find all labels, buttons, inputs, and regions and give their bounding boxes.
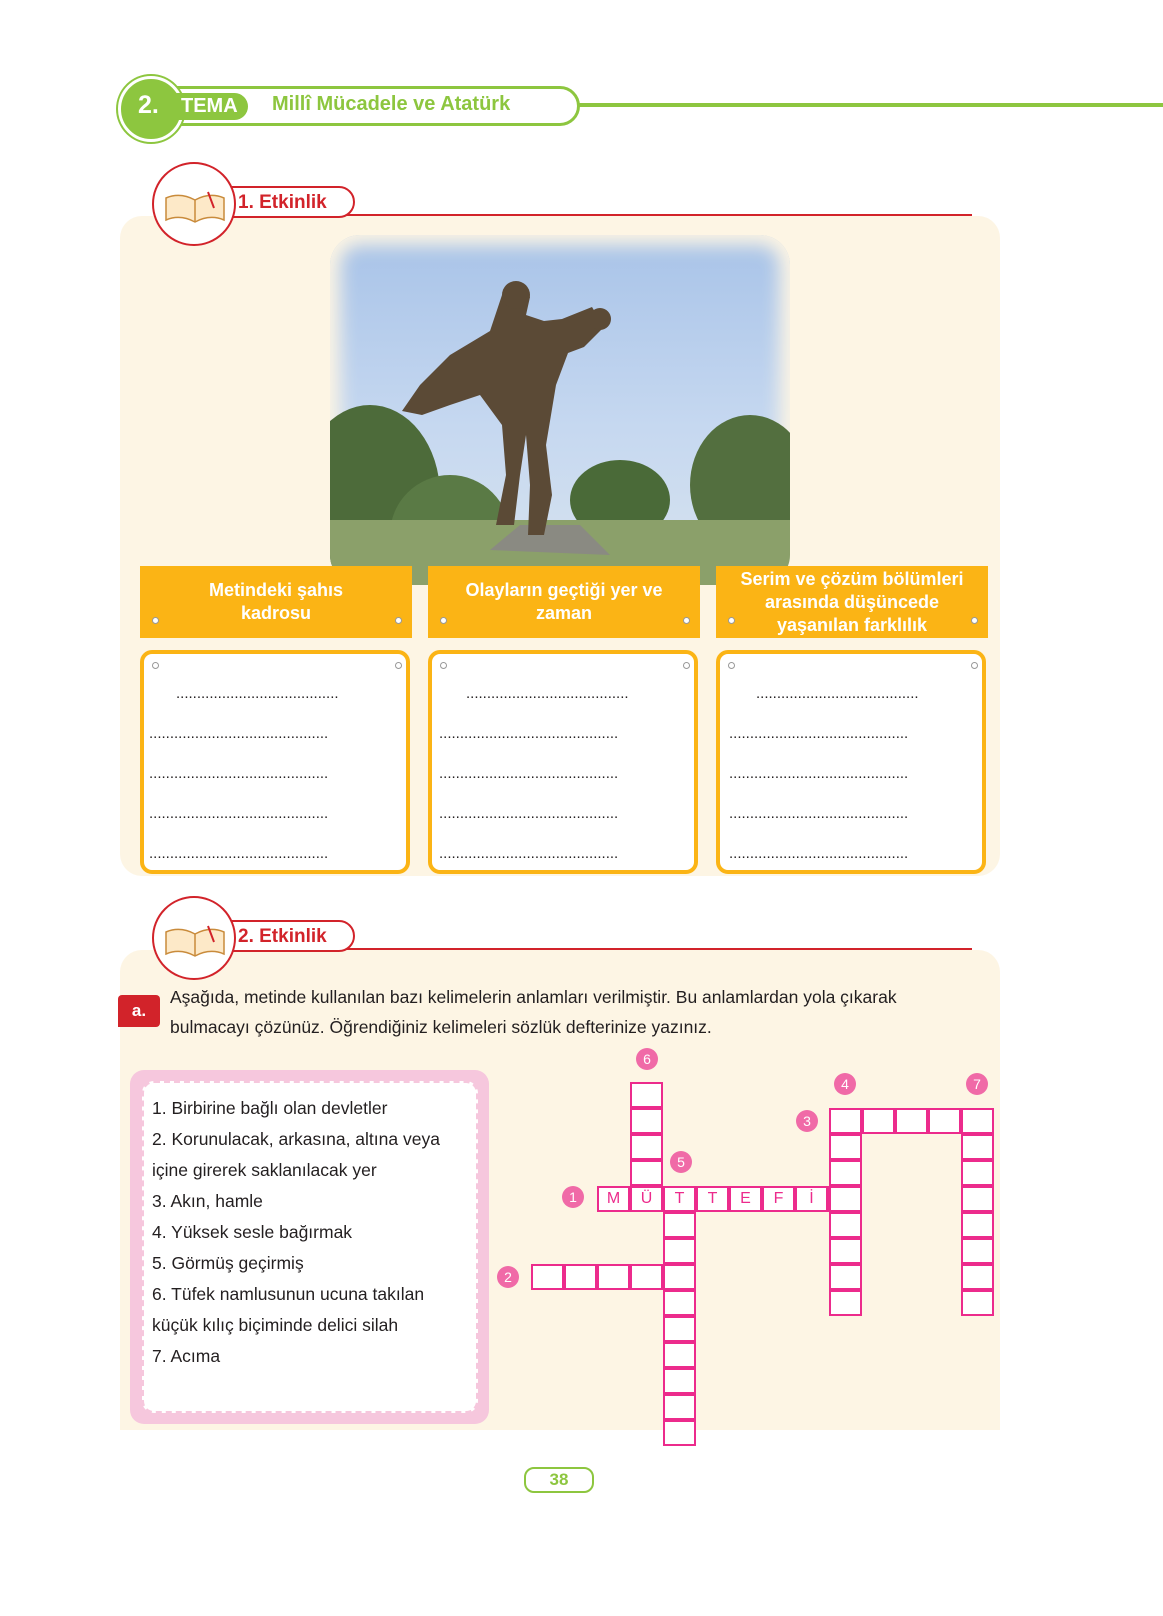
dotted-line: ........................................... (149, 845, 329, 862)
clue-3: 3. Akın, hamle (152, 1191, 263, 1211)
crossword-cell[interactable]: İ (795, 1186, 828, 1212)
activity2-rule (340, 948, 972, 950)
column-header-characters: Metindeki şahıs kadrosu (140, 566, 412, 638)
soldier-statue-photo (330, 235, 790, 585)
pin-icon (440, 617, 447, 624)
clue-6: 6. Tüfek namlusunun ucuna takılan (152, 1284, 425, 1304)
theme-number: 2. (138, 91, 159, 119)
column-header-place-time: Olayların geçtiği yer ve zaman (428, 566, 700, 638)
crossword-cell[interactable] (829, 1134, 862, 1160)
page-number: 38 (524, 1467, 594, 1493)
crossword-cell[interactable]: F (762, 1186, 795, 1212)
crossword-cell[interactable] (829, 1108, 862, 1134)
clue-5: 5. Görmüş geçirmiş (152, 1253, 304, 1273)
crossword-cell[interactable] (630, 1108, 663, 1134)
crossword-cell[interactable] (630, 1082, 663, 1108)
crossword-cell[interactable] (862, 1108, 895, 1134)
dotted-line: ........................................... (149, 725, 329, 742)
crossword-cell[interactable] (663, 1394, 696, 1420)
answer-box-place-time[interactable] (428, 650, 698, 874)
pin-icon (440, 662, 447, 669)
crossword-cell[interactable] (961, 1212, 994, 1238)
clue-marker-7: 7 (966, 1073, 988, 1095)
crossword-cell[interactable]: M (597, 1186, 630, 1212)
dotted-line: ........................................... (149, 805, 329, 822)
crossword-cell[interactable] (829, 1160, 862, 1186)
dotted-line: ........................................... (729, 765, 909, 782)
crossword-cell[interactable] (630, 1264, 663, 1290)
clue-marker-6: 6 (636, 1048, 658, 1070)
dotted-line: ....................................... (466, 685, 629, 702)
dotted-line: ........................................... (439, 845, 619, 862)
crossword-cell[interactable] (961, 1264, 994, 1290)
crossword-cell[interactable] (663, 1368, 696, 1394)
crossword-cell[interactable] (663, 1264, 696, 1290)
open-book-icon (152, 896, 236, 980)
part-a-tag: a. (118, 995, 160, 1027)
crossword-cell[interactable] (829, 1264, 862, 1290)
crossword-cell[interactable] (630, 1134, 663, 1160)
activity1-label: 1. Etkinlik (238, 192, 327, 213)
clue-marker-3: 3 (796, 1110, 818, 1132)
crossword-cell[interactable] (630, 1160, 663, 1186)
crossword-cell[interactable] (961, 1108, 994, 1134)
instruction-line-1: Aşağıda, metinde kullanılan bazı kelimelerin anlamları verilmiştir. Bu anlamlardan yola çıkarak (170, 987, 897, 1007)
theme-title: Millî Mücadele ve Atatürk (272, 93, 511, 115)
dotted-line: ........................................... (439, 725, 619, 742)
crossword-cell[interactable] (597, 1264, 630, 1290)
dotted-line: ....................................... (176, 685, 339, 702)
clue-4: 4. Yüksek sesle bağırmak (152, 1222, 353, 1242)
answer-box-difference[interactable] (716, 650, 986, 874)
clue-7: 7. Acıma (152, 1346, 221, 1366)
dotted-line: ........................................... (729, 725, 909, 742)
pin-icon (395, 617, 402, 624)
crossword-cell[interactable] (663, 1238, 696, 1264)
crossword-cell[interactable] (829, 1186, 862, 1212)
crossword-cell[interactable] (829, 1212, 862, 1238)
clue-1: 1. Birbirine bağlı olan devletler (152, 1098, 388, 1118)
crossword-cell[interactable] (895, 1108, 928, 1134)
activity1-rule (340, 214, 972, 216)
dotted-line: ....................................... (756, 685, 919, 702)
dotted-line: ........................................... (439, 805, 619, 822)
clue-2: 2. Korunulacak, arkasına, altına veya (152, 1129, 440, 1149)
crossword-cell[interactable] (829, 1238, 862, 1264)
crossword-cell[interactable] (531, 1264, 564, 1290)
crossword-cell[interactable] (961, 1134, 994, 1160)
instruction-line-2: bulmacayı çözünüz. Öğrendiğiniz kelimeleri sözlük defterinize yazınız. (170, 1017, 712, 1037)
clue-6-cont: küçük kılıç biçiminde delici silah (152, 1315, 399, 1335)
crossword-cell[interactable] (961, 1186, 994, 1212)
clue-marker-1: 1 (562, 1186, 584, 1208)
clue-2-cont: içine girerek saklanılacak yer (152, 1160, 377, 1180)
clue-marker-4: 4 (834, 1073, 856, 1095)
crossword-cell[interactable]: Ü (630, 1186, 663, 1212)
answer-box-characters[interactable] (140, 650, 410, 874)
crossword-cell[interactable] (961, 1238, 994, 1264)
dotted-line: ........................................... (729, 845, 909, 862)
crossword-cell[interactable] (564, 1264, 597, 1290)
column-header-difference: Serim ve çözüm bölümleri arasında düşüncede yaşanılan farklılık (716, 566, 988, 638)
pin-icon (152, 662, 159, 669)
pin-icon (971, 617, 978, 624)
clue-marker-5: 5 (670, 1151, 692, 1173)
crossword-cell[interactable] (928, 1108, 961, 1134)
crossword-cell[interactable] (663, 1420, 696, 1446)
clue-marker-2: 2 (497, 1266, 519, 1288)
crossword-cell[interactable]: E (729, 1186, 762, 1212)
pin-icon (395, 662, 402, 669)
crossword-cell[interactable] (961, 1290, 994, 1316)
pin-icon (728, 617, 735, 624)
crossword-cell[interactable]: T (696, 1186, 729, 1212)
open-book-icon (152, 162, 236, 246)
dotted-line: ........................................... (439, 765, 619, 782)
crossword-cell[interactable] (829, 1290, 862, 1316)
activity2-label: 2. Etkinlik (238, 926, 327, 947)
pin-icon (728, 662, 735, 669)
pin-icon (152, 617, 159, 624)
crossword-cell[interactable] (663, 1342, 696, 1368)
pin-icon (683, 662, 690, 669)
crossword-cell[interactable] (663, 1212, 696, 1238)
crossword-cell[interactable] (961, 1160, 994, 1186)
crossword-cell[interactable] (663, 1316, 696, 1342)
crossword-cell[interactable] (663, 1290, 696, 1316)
dotted-line: ........................................... (729, 805, 909, 822)
pin-icon (683, 617, 690, 624)
theme-rule (540, 103, 1163, 107)
pin-icon (971, 662, 978, 669)
crossword-cell[interactable]: T (663, 1186, 696, 1212)
theme-tag: TEMA (175, 93, 248, 120)
dotted-line: ........................................... (149, 765, 329, 782)
